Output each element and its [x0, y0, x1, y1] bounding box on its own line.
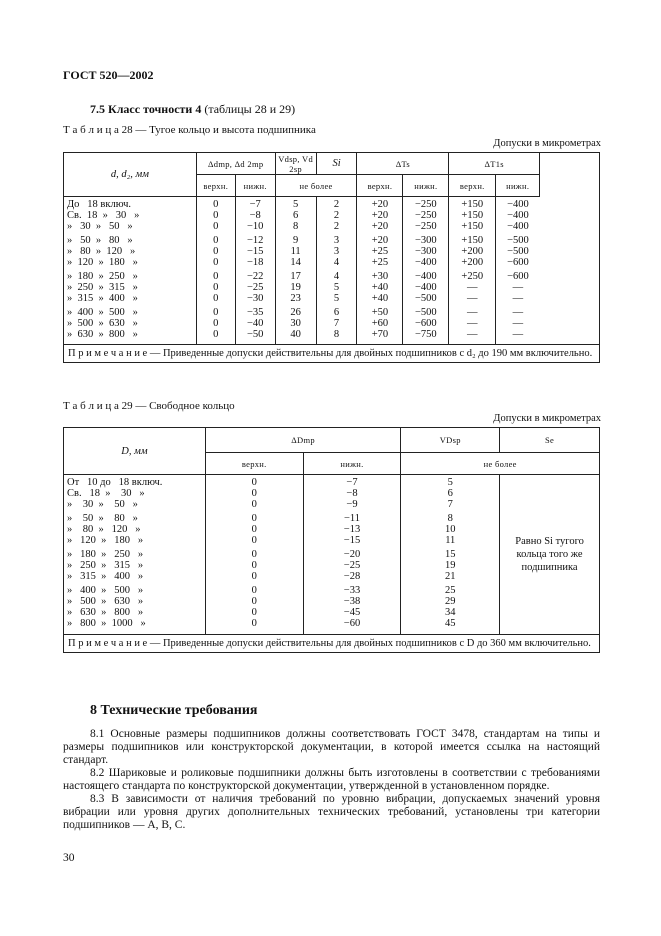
cell-a2: −7 — [249, 199, 261, 210]
table29-note: П р и м е ч а н и е — Приведенные допуски действительны для двойных подшипников с D до 360 мм включительно. — [64, 635, 600, 653]
cell-s: 8 — [333, 329, 340, 340]
cell-d: » 120 » 180 » — [67, 257, 138, 268]
cell-a2: −40 — [246, 318, 264, 329]
cell-d: Св. 18 » 30 » — [67, 488, 145, 499]
t29-col-a2 — [303, 475, 401, 635]
cell-v: 14 — [290, 257, 301, 268]
cell-a2: −18 — [246, 257, 264, 268]
cell-v: 17 — [290, 271, 301, 282]
cell-t2: −300 — [415, 246, 437, 257]
cell-t1: +70 — [371, 329, 389, 340]
cell-u2: — — [512, 307, 524, 318]
cell-v: 15 — [445, 549, 456, 560]
cell-t1: +20 — [371, 221, 389, 232]
cell-s: 5 — [333, 293, 340, 304]
cell-u1: +200 — [461, 257, 484, 268]
section-7-5-title: 7.5 Класс точности 4 — [90, 102, 202, 116]
cell-d: » 250 » 315 » — [67, 282, 138, 293]
cell-t1: +40 — [371, 293, 389, 304]
cell-a1: 0 — [213, 235, 219, 246]
cell-a1: 0 — [213, 282, 219, 293]
cell-a1: 0 — [251, 499, 257, 510]
cell-u2: −400 — [507, 199, 529, 210]
section-7-5-ref: (таблицы 28 и 29) — [204, 102, 296, 116]
cell-t1: +25 — [371, 246, 389, 257]
cell-a1: 0 — [213, 293, 219, 304]
cell-s: 5 — [333, 282, 340, 293]
cell-t2: −750 — [415, 329, 437, 340]
cell-u2: — — [512, 318, 524, 329]
cell-u2: −600 — [507, 271, 529, 282]
cell-s: 4 — [333, 257, 340, 268]
cell-d: » 630 » 800 » — [67, 607, 144, 618]
t28-col-a2 — [235, 197, 275, 345]
cell-d: » 80 » 120 » — [67, 524, 141, 535]
cell-a1: 0 — [213, 199, 219, 210]
cell-s: 4 — [333, 271, 340, 282]
cell-d: » 50 » 80 » — [67, 235, 133, 246]
t28-sub-lower: нижн. — [235, 175, 275, 197]
t28-col-v — [275, 197, 316, 345]
page-number: 30 — [63, 852, 75, 864]
cell-v: 11 — [445, 535, 456, 546]
table29-units: Допуски в микрометрах — [493, 413, 601, 424]
cell-a2: −8 — [346, 488, 358, 499]
cell-d: » 80 » 120 » — [67, 246, 136, 257]
t28-col-s — [316, 197, 357, 345]
cell-a1: 0 — [251, 596, 257, 607]
cell-t1: +25 — [371, 257, 389, 268]
cell-a1: 0 — [213, 318, 219, 329]
cell-a2: −15 — [246, 246, 264, 257]
cell-d: » 315 » 400 » — [67, 571, 144, 582]
cell-d: » 120 » 180 » — [67, 535, 144, 546]
cell-a1: 0 — [213, 246, 219, 257]
t28-header-d: d, d₂, мм — [64, 153, 197, 197]
cell-a1: 0 — [213, 271, 219, 282]
cell-a2: −13 — [343, 524, 361, 535]
cell-v: 19 — [445, 560, 456, 571]
cell-d: » 400 » 500 » — [67, 585, 144, 596]
t29-col-v — [401, 475, 500, 635]
cell-a2: −8 — [249, 210, 261, 221]
cell-d: До 18 включ. — [67, 199, 132, 210]
cell-a2: −20 — [343, 549, 361, 560]
t28-sub-upper-t1s: верхн. — [449, 175, 496, 197]
cell-a1: 0 — [251, 607, 257, 618]
cell-v: 21 — [445, 571, 456, 582]
cell-u2: −400 — [507, 221, 529, 232]
cell-a2: −30 — [246, 293, 264, 304]
t29-header-se: Se — [500, 428, 600, 453]
cell-a1: 0 — [213, 257, 219, 268]
cell-u2: −400 — [507, 210, 529, 221]
cell-d: » 250 » 315 » — [67, 560, 144, 571]
t29-header-delta-dmp: ΔDmp — [205, 428, 401, 453]
t28-col-t2 — [403, 197, 449, 345]
t28-header-si: Si — [316, 153, 357, 175]
cell-u1: +150 — [461, 221, 484, 232]
cell-a1: 0 — [251, 549, 257, 560]
cell-s: 3 — [333, 246, 340, 257]
cell-s: 2 — [333, 210, 340, 221]
paragraph-8-3: 8.3 В зависимости от наличия требований по уровню вибрации, допускаемых значений уровня вибрации или уровня других дополнительных технических требований, установлены три категории подшипников — А, В, С. — [63, 793, 600, 831]
cell-u1: — — [467, 282, 478, 293]
t29-header-D: D, мм — [64, 428, 206, 475]
cell-v: 5 — [447, 477, 453, 488]
cell-v: 8 — [447, 513, 453, 524]
cell-a2: −50 — [246, 329, 264, 340]
t28-sub-upper-ts: верхн. — [357, 175, 403, 197]
cell-d: » 180 » 250 » — [67, 549, 144, 560]
cell-d: » 315 » 400 » — [67, 293, 138, 304]
cell-v: 9 — [293, 235, 299, 246]
t28-sub-upper: верхн. — [196, 175, 235, 197]
cell-t1: +20 — [371, 210, 389, 221]
cell-a1: 0 — [251, 477, 257, 488]
cell-a1: 0 — [251, 585, 257, 596]
cell-v: 40 — [290, 329, 301, 340]
cell-a2: −38 — [343, 596, 361, 607]
cell-u1: +200 — [461, 246, 484, 257]
cell-v: 45 — [445, 618, 456, 629]
table28-caption: Т а б л и ц а 28 — Тугое кольцо и высота подшипника — [63, 124, 316, 136]
cell-a1: 0 — [213, 329, 219, 340]
cell-a1: 0 — [213, 307, 219, 318]
cell-a1: 0 — [251, 535, 257, 546]
cell-s: 6 — [333, 307, 340, 318]
cell-v: 11 — [290, 246, 301, 257]
cell-d: » 500 » 630 » — [67, 318, 138, 329]
standard-header: ГОСТ 520—2002 — [63, 68, 154, 82]
cell-t2: −300 — [415, 235, 437, 246]
cell-t1: +50 — [371, 307, 389, 318]
cell-v: 30 — [290, 318, 301, 329]
t28-sub-max: не более — [275, 175, 357, 197]
cell-a2: −11 — [343, 513, 361, 524]
t28-header-delta-ts: ΔTs — [357, 153, 449, 175]
t29-col-a1 — [205, 475, 303, 635]
cell-a1: 0 — [251, 618, 257, 629]
cell-a1: 0 — [213, 210, 219, 221]
paragraph-8-1: 8.1 Основные размеры подшипников должны соответствовать ГОСТ 3478, стандартам на типы и размеры подшипников или конструкторской документации, в которой имеется ссылка на настоящий стандарт. — [63, 728, 600, 766]
cell-t2: −500 — [415, 293, 437, 304]
cell-d: От 10 до 18 включ. — [67, 477, 163, 488]
t29-header-vdsp: VDsp — [401, 428, 500, 453]
cell-a2: −28 — [343, 571, 361, 582]
t28-sub-lower-t1s: нижн. — [496, 175, 540, 197]
cell-u2: — — [512, 282, 524, 293]
cell-u1: — — [467, 318, 478, 329]
cell-v: 7 — [447, 499, 453, 510]
cell-d: » 30 » 50 » — [67, 221, 133, 232]
cell-t2: −600 — [415, 318, 437, 329]
t28-header-delta-t1s: ΔT1s — [449, 153, 540, 175]
cell-u1: — — [467, 307, 478, 318]
t29-sub-upper: верхн. — [205, 453, 303, 475]
cell-u2: −500 — [507, 235, 529, 246]
t29-col-d — [64, 475, 206, 635]
t28-header-vdsp: Vdsp, Vd 2sp — [275, 153, 316, 175]
section-8-title: 8 Технические требования — [90, 703, 258, 718]
cell-t1: +30 — [371, 271, 389, 282]
cell-d: » 50 » 80 » — [67, 513, 138, 524]
cell-d: » 500 » 630 » — [67, 596, 144, 607]
cell-s: 2 — [333, 199, 340, 210]
section-8-body — [63, 728, 600, 832]
cell-d: » 400 » 500 » — [67, 307, 138, 318]
cell-t1: +40 — [371, 282, 389, 293]
cell-v: 6 — [293, 210, 299, 221]
cell-a1: 0 — [251, 488, 257, 499]
cell-s: 2 — [333, 221, 340, 232]
cell-t2: −250 — [415, 221, 437, 232]
cell-a1: 0 — [251, 524, 257, 535]
cell-u2: −500 — [507, 246, 529, 257]
cell-a1: 0 — [251, 513, 257, 524]
cell-v: 5 — [293, 199, 299, 210]
cell-v: 6 — [447, 488, 453, 499]
cell-u2: — — [512, 293, 524, 304]
cell-d: » 180 » 250 » — [67, 271, 138, 282]
t28-col-t1 — [357, 197, 403, 345]
cell-a2: −25 — [343, 560, 361, 571]
cell-a2: −45 — [343, 607, 361, 618]
section-7-5-heading — [90, 102, 295, 117]
cell-u1: — — [467, 329, 478, 340]
cell-a2: −60 — [343, 618, 361, 629]
table29-caption: Т а б л и ц а 29 — Свободное кольцо — [63, 400, 235, 412]
cell-v: 25 — [445, 585, 456, 596]
cell-v: 34 — [445, 607, 456, 618]
cell-t1: +60 — [371, 318, 389, 329]
cell-v: 8 — [293, 221, 299, 232]
cell-u1: +150 — [461, 199, 484, 210]
cell-u1: +150 — [461, 235, 484, 246]
t28-col-a1 — [196, 197, 235, 345]
cell-u1: — — [467, 293, 478, 304]
table28-units: Допуски в микрометрах — [493, 138, 601, 149]
t28-header-delta-dmp: Δdmp, Δd 2mp — [196, 153, 275, 175]
t29-sub-lower: нижн. — [303, 453, 401, 475]
cell-u1: +250 — [461, 271, 484, 282]
table28-note: П р и м е ч а н и е — Приведенные допуски действительны для двойных подшипников с d₂ до 190 мм включительно. — [64, 345, 600, 363]
cell-a2: −33 — [343, 585, 361, 596]
cell-t2: −250 — [415, 199, 437, 210]
cell-a1: 0 — [251, 560, 257, 571]
cell-d: » 800 » 1000 » — [67, 618, 146, 629]
t29-sub-max: не более — [401, 453, 600, 475]
cell-d: » 30 » 50 » — [67, 499, 138, 510]
cell-v: 10 — [445, 524, 456, 535]
paragraph-8-2: 8.2 Шариковые и роликовые подшипники должны быть изготовлены в соответствии с требованиями настоящего стандарта по конструкторской документации, утвержденной в установленном порядке. — [63, 767, 600, 792]
cell-s: 7 — [333, 318, 340, 329]
cell-t1: +20 — [371, 199, 389, 210]
t28-col-d — [64, 197, 197, 345]
cell-v: 23 — [290, 293, 301, 304]
cell-t2: −400 — [415, 282, 437, 293]
cell-s: 3 — [333, 235, 340, 246]
cell-a2: −25 — [246, 282, 264, 293]
table29 — [63, 427, 600, 653]
t28-col-u2 — [496, 197, 540, 345]
cell-u2: — — [512, 329, 524, 340]
cell-a2: −22 — [246, 271, 264, 282]
cell-u2: −600 — [507, 257, 529, 268]
t29-se-note: Равно Si тугого кольца того же подшипника — [500, 475, 600, 635]
cell-a1: 0 — [213, 221, 219, 232]
cell-d: Св. 18 » 30 » — [67, 210, 140, 221]
cell-a2: −7 — [346, 477, 358, 488]
cell-a2: −10 — [246, 221, 264, 232]
cell-a2: −15 — [343, 535, 361, 546]
t28-col-u1 — [449, 197, 496, 345]
cell-t2: −400 — [415, 257, 437, 268]
t28-sub-lower-ts: нижн. — [403, 175, 449, 197]
cell-t2: −500 — [415, 307, 437, 318]
cell-u1: +150 — [461, 210, 484, 221]
cell-v: 26 — [290, 307, 301, 318]
cell-a2: −12 — [246, 235, 264, 246]
cell-t2: −250 — [415, 210, 437, 221]
cell-d: » 630 » 800 » — [67, 329, 138, 340]
cell-a2: −35 — [246, 307, 264, 318]
cell-a2: −9 — [346, 499, 358, 510]
cell-a1: 0 — [251, 571, 257, 582]
cell-v: 29 — [445, 596, 456, 607]
cell-t1: +20 — [371, 235, 389, 246]
table28 — [63, 152, 600, 363]
cell-v: 19 — [290, 282, 301, 293]
cell-t2: −400 — [415, 271, 437, 282]
